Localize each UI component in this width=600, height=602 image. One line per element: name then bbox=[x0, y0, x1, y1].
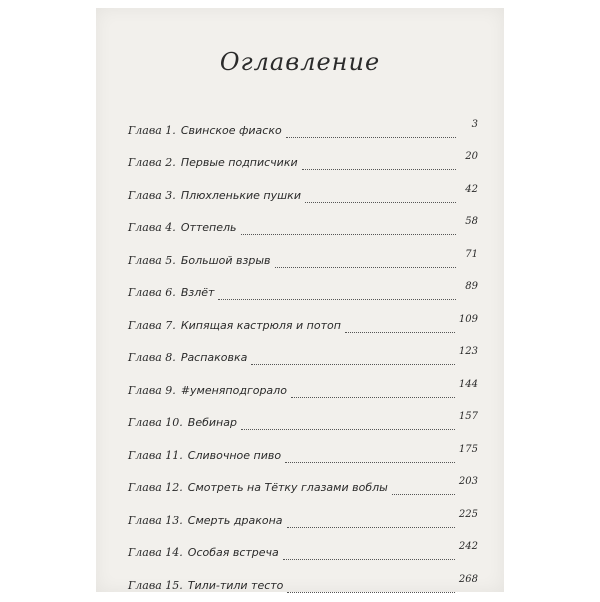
chapter-label: Глава 6. bbox=[128, 286, 176, 300]
page-number: 109 bbox=[458, 313, 478, 325]
page-number: 157 bbox=[458, 411, 478, 423]
chapter-label: Глава 11. bbox=[128, 448, 183, 462]
dot-leader bbox=[345, 331, 455, 333]
dot-leader bbox=[275, 266, 456, 268]
chapter-label: Глава 7. bbox=[128, 318, 176, 332]
chapter-name: Тили-тили тесто bbox=[187, 578, 284, 592]
toc-entry bbox=[128, 277, 478, 310]
dot-leader bbox=[283, 558, 455, 560]
page-number: 203 bbox=[458, 476, 478, 488]
page-number: 3 bbox=[471, 118, 478, 130]
chapter-label: Глава 14. bbox=[128, 546, 183, 560]
chapter-label: Глава 13. bbox=[128, 513, 183, 527]
page-number: 225 bbox=[458, 508, 478, 520]
chapter-label: Глава 3. bbox=[128, 188, 176, 202]
toc-entry bbox=[128, 374, 478, 407]
page-number: 175 bbox=[458, 443, 478, 455]
toc-entry bbox=[128, 212, 478, 245]
page-number: 58 bbox=[465, 216, 478, 228]
page-number: 71 bbox=[465, 248, 478, 260]
page-number: 123 bbox=[458, 346, 478, 358]
chapter-name: Смотреть на Тётку глазами воблы bbox=[187, 481, 388, 495]
dot-leader bbox=[218, 298, 456, 300]
chapter-name: Плюхленькие пушки bbox=[180, 188, 301, 202]
toc-entry bbox=[128, 342, 478, 375]
dot-leader bbox=[285, 461, 455, 463]
chapter-name: Первые подписчики bbox=[180, 156, 298, 170]
page-number: 268 bbox=[458, 573, 478, 585]
dot-leader bbox=[302, 168, 456, 170]
toc-entry bbox=[128, 309, 478, 342]
chapter-name: Вебинар bbox=[187, 416, 237, 430]
page-number: 144 bbox=[458, 378, 478, 390]
chapter-name: Большой взрыв bbox=[180, 253, 271, 267]
page-number: 20 bbox=[465, 151, 478, 163]
toc-entry bbox=[128, 407, 478, 440]
chapter-name: Оттепель bbox=[180, 221, 237, 235]
toc-entry bbox=[128, 147, 478, 180]
chapter-name: Взлёт bbox=[180, 286, 215, 300]
chapter-label: Глава 1. bbox=[128, 123, 176, 137]
dot-leader bbox=[287, 591, 454, 593]
toc-entry bbox=[128, 114, 478, 147]
toc-entry bbox=[128, 244, 478, 277]
dot-leader bbox=[287, 526, 455, 528]
chapter-label: Глава 12. bbox=[128, 481, 183, 495]
chapter-name: Сливочное пиво bbox=[187, 448, 282, 462]
chapter-name: Распаковка bbox=[180, 351, 248, 365]
dot-leader bbox=[241, 428, 455, 430]
toc-entry bbox=[128, 504, 478, 537]
chapter-name: Свинское фиаско bbox=[180, 123, 282, 137]
chapter-label: Глава 2. bbox=[128, 156, 176, 170]
chapter-name: #уменяподгорало bbox=[180, 383, 287, 397]
chapter-label: Глава 8. bbox=[128, 351, 176, 365]
chapter-name: Смерть дракона bbox=[187, 513, 283, 527]
dot-leader bbox=[251, 363, 454, 365]
toc-entry bbox=[128, 179, 478, 212]
toc-entry bbox=[128, 569, 478, 602]
toc-entry bbox=[128, 439, 478, 472]
chapter-name: Особая встреча bbox=[187, 546, 279, 560]
dot-leader bbox=[392, 493, 455, 495]
chapter-label: Глава 4. bbox=[128, 221, 176, 235]
dot-leader bbox=[305, 201, 456, 203]
toc-entry bbox=[128, 472, 478, 505]
dot-leader bbox=[286, 136, 456, 138]
page-number: 42 bbox=[465, 183, 478, 195]
chapter-label: Глава 9. bbox=[128, 383, 176, 397]
page-number: 242 bbox=[458, 541, 478, 553]
page-title: Оглавление bbox=[219, 48, 381, 76]
chapter-label: Глава 15. bbox=[128, 578, 183, 592]
dot-leader bbox=[241, 233, 456, 235]
page-number: 89 bbox=[465, 281, 478, 293]
table-of-contents bbox=[128, 114, 478, 602]
toc-entry bbox=[128, 537, 478, 570]
chapter-name: Кипящая кастрюля и потоп bbox=[180, 318, 341, 332]
dot-leader bbox=[291, 396, 455, 398]
chapter-label: Глава 5. bbox=[128, 253, 176, 267]
book-page bbox=[96, 8, 504, 592]
chapter-label: Глава 10. bbox=[128, 416, 183, 430]
